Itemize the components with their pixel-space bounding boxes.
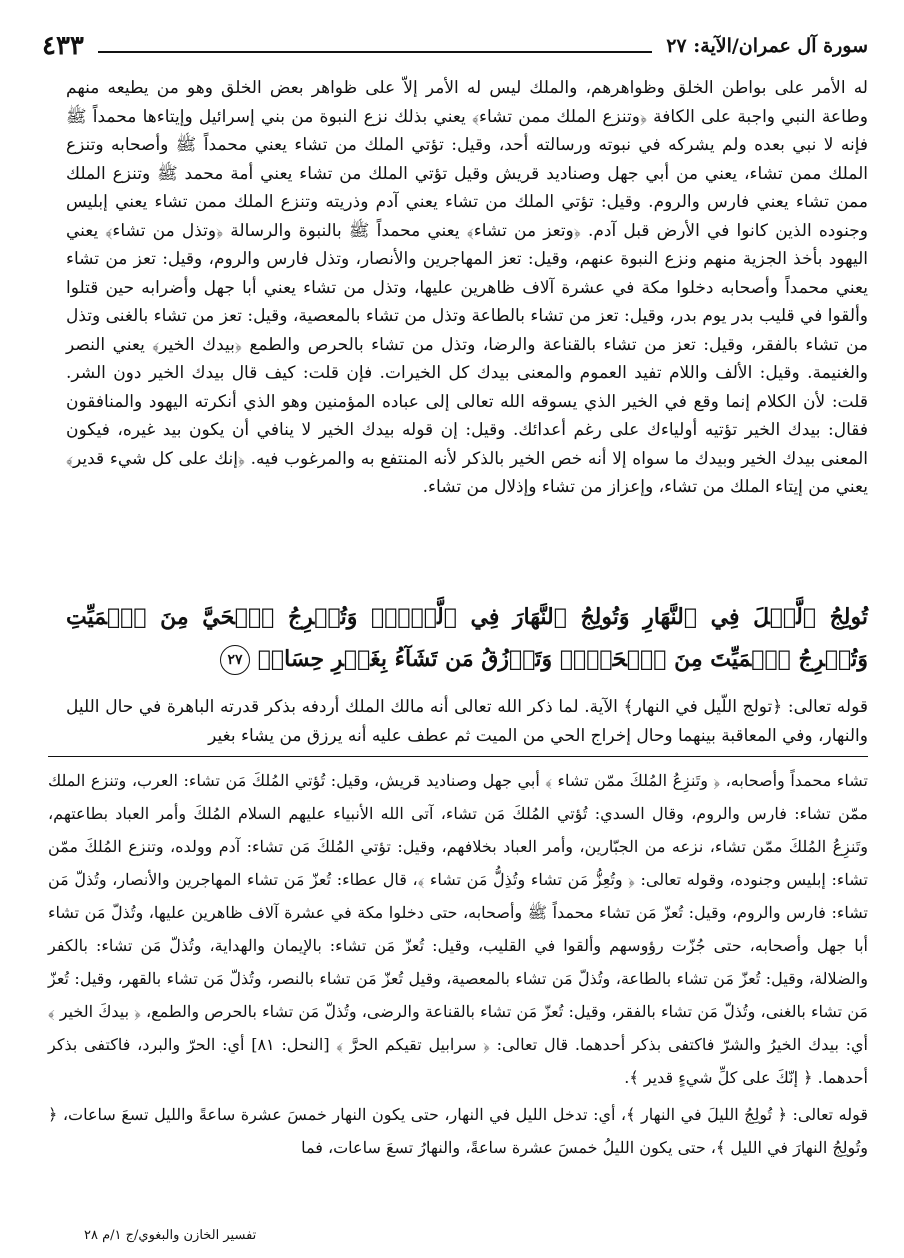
commentary-paragraph: قوله تعالى: ﴿تولج اللّيل في النهار﴾ الآية. لما ذكر الله تعالى أنه مالك الملك أردفه بذكر قدرته الباهرة في حال الليل والنهار، وفي المعاقبة بينهما وحال إخراج الحي من الميت ثم عطف عليه أنه يرزق من يشاء بغير [66, 697, 868, 746]
verse-text: تُولِجُ ٱلَّيۡلَ فِي ٱلنَّهَارِ وَتُولِجُ ٱلنَّهَارَ فِي ٱلَّيۡلِۖ وَتُخۡرِجُ ٱلۡحَيَّ مِنَ ٱلۡمَيِّتِ وَتُخۡرِجُ ٱلۡمَيِّتَ مِنَ ٱلۡحَيِّۖ وَتَرۡزُقُ مَن تَشَآءُ بِغَيۡرِ حِسَابٖ [66, 604, 868, 672]
verse-number-marker: ٢٧ [220, 645, 250, 675]
quran-verse [66, 596, 868, 680]
footnote-divider [48, 756, 868, 757]
commentary-paragraph: له الأمر على بواطن الخلق وظواهرهم، والملك ليس له الأمر إلاّ على ظواهر بعض الخلق وهو من يطيعه منهم وطاعة النبي واجبة على الكافة ﴿وتنزع الملك ممن تشاء﴾ يعني بذلك نزع النبوة من بني إسرائيل وإيتاءها محمداً ﷺ فإنه لا نبي بعده ولم يشركه في نبوته ورسالته أحد، وقيل: تؤتي الملك من تشاء يعني محمداً ﷺ وأصحابه وتنزع الملك ممن تشاء، يعني من أبي جهل وصناديد قريش وقيل تؤتي الملك من تشاء يعني أمة محمد ﷺ وتنزع الملك ممن تشاء يعني فارس والروم. وقيل: تؤتي الملك من تشاء يعني آدم وذريته وتنزع الملك ممن تشاء يعني إبليس وجنوده الذين كانوا في الأرض قبل آدم. ﴿وتعز من تشاء﴾ يعني محمداً ﷺ بالنبوة والرسالة ﴿وتذل من تشاء﴾ يعني اليهود بأخذ الجزية منهم ونزع النبوة عنهم، وقيل: تعز المهاجرين والأنصار، وتذل فارس والروم، وقيل: تعز من تشاء يعني محمداً وأصحابه دخلوا مكة في عشرة آلاف ظاهرين عليها، وتذل من تشاء يعني أبا جهل وأضرابه حين قتلوا وألقوا في قليب بدر يوم بدر، وقيل: تعز من تشاء بالطاعة وتذل من تشاء بالمعصية، وقيل: تعز من تشاء بالغنى وتذل من تشاء بالفقر، وقيل: تعز من تشاء بالقناعة والرضا، وتذل من تشاء بالحرص والطمع ﴿بيدك الخير﴾ يعني النصر والغنيمة. وقيل: الألف واللام تفيد العموم والمعنى بيدك كل الخيرات. فإن قلت: كيف قال بيدك الخير دون الشر. قلت: لأن الكلام إنما وقع في الخير الذي يسوقه الله تعالى إلى عباده المؤمنين وهو الذي أنكرته اليهود والمنافقون فقال: بيدك الخير تؤتيه أولياءك على رغم أعدائك. وقيل: إن قوله بيدك الخير لا ينافي أن يكون بيد غيره، فيكون المعنى بيدك الخير وبيدك ما سواه إلا أنه خص الخير بالذكر لأنه المنتفع به والمرغوب فيه. ﴿إنك على كل شيء قدير﴾ يعني من إيتاء الملك من تشاء، وإعزاز من تشاء وإذلال من تشاء. [66, 78, 868, 497]
page-header [42, 26, 868, 66]
commentary-text [66, 74, 868, 502]
running-title: سورة آل عمران/الآية: ٢٧ [666, 35, 868, 57]
page-footer: تفسير الخازن والبغوي/ج ١/م ٢٨ [84, 1228, 257, 1243]
header-rule [98, 51, 652, 53]
footnotes-section [48, 764, 868, 1164]
footnote-paragraph: تشاء محمداً وأصحابه، ﴿ وتَنزِعُ المُلكَ ممّن تشاء ﴾ أبي جهل وصناديد قريش، وقيل: تُؤتي المُلكَ مَن تشاء: العرب، وتنزع الملك ممّن تشاء: فارس والروم، وقال السدي: تُؤتي المُلكَ مَن تشاء، آتى الله الأنبياء عليهم السلام المُلكَ وأمر العباد بطاعتهم، وتَنزِعُ المُلكَ ممّن تشاء، نزعه من الجبّارين، وأمر العباد بخلافهم، وقيل: تؤتي المُلكَ مَن تشاء: آدم وولده، وتنزع المُلكَ ممّن تشاء: إبليس وجنوده، وقوله تعالى: ﴿ وتُعِزُّ مَن تشاء وتُذِلُّ مَن تشاء ﴾، قال عطاء: تُعزّ مَن تشاء المهاجرين والأنصار، وتُذلّ مَن تشاء: فارس والروم، وقيل: تُعزّ مَن تشاء محمداً ﷺ وأصحابه، حتى دخلوا مكة في عشرة آلاف ظاهرين عليها، وتُذلّ مَن تشاء أبا جهل وأصحابه، حتى جُزّت رؤوسهم وألقوا في القليب، وقيل: تُعزّ مَن تشاء: بالإيمان والهداية، وتُذلّ مَن تشاء: بالكفر والضلالة، وقيل: تُعزّ مَن تشاء بالطاعة، وتُذلّ مَن تشاء بالمعصية، وقيل تُعزّ مَن تشاء بالنصر، وتُذلّ مَن تشاء بالقهر، وقيل: تُعزّ مَن تشاء بالغنى، وتُذلّ مَن تشاء بالفقر، وقيل: تُعزّ مَن تشاء بالقناعة والرضى، وتُذلّ مَن تشاء بالحرص والطمع، ﴿ بيدكَ الخير ﴾ أي: بيدك الخيرُ والشرّ فاكتفى بذكر أحدهما. قال تعالى: ﴿ سرابيل تقيكم الحرَّ ﴾ [النحل: ٨١] أي: الحرّ والبرد، فاكتفى بذكر أحدهما. ﴿ إنّكَ على كلِّ شيءٍ قدير ﴾. [48, 771, 869, 1087]
footnote-paragraph: قوله تعالى: ﴿ تُولِجُ الليلَ في النهار ﴾، أي: تدخل الليل في النهار، حتى يكون النهار خمسَ عشرة ساعةً والليل تسعَ ساعات، ﴿ وتُولِجُ النهارَ في الليل ﴾، حتى يكون الليلُ خمسَ عشرة ساعةً، والنهارُ تسعَ ساعات، فما [48, 1105, 868, 1157]
commentary-text-continued [66, 676, 868, 767]
page-number: ٤٣٣ [42, 31, 84, 61]
